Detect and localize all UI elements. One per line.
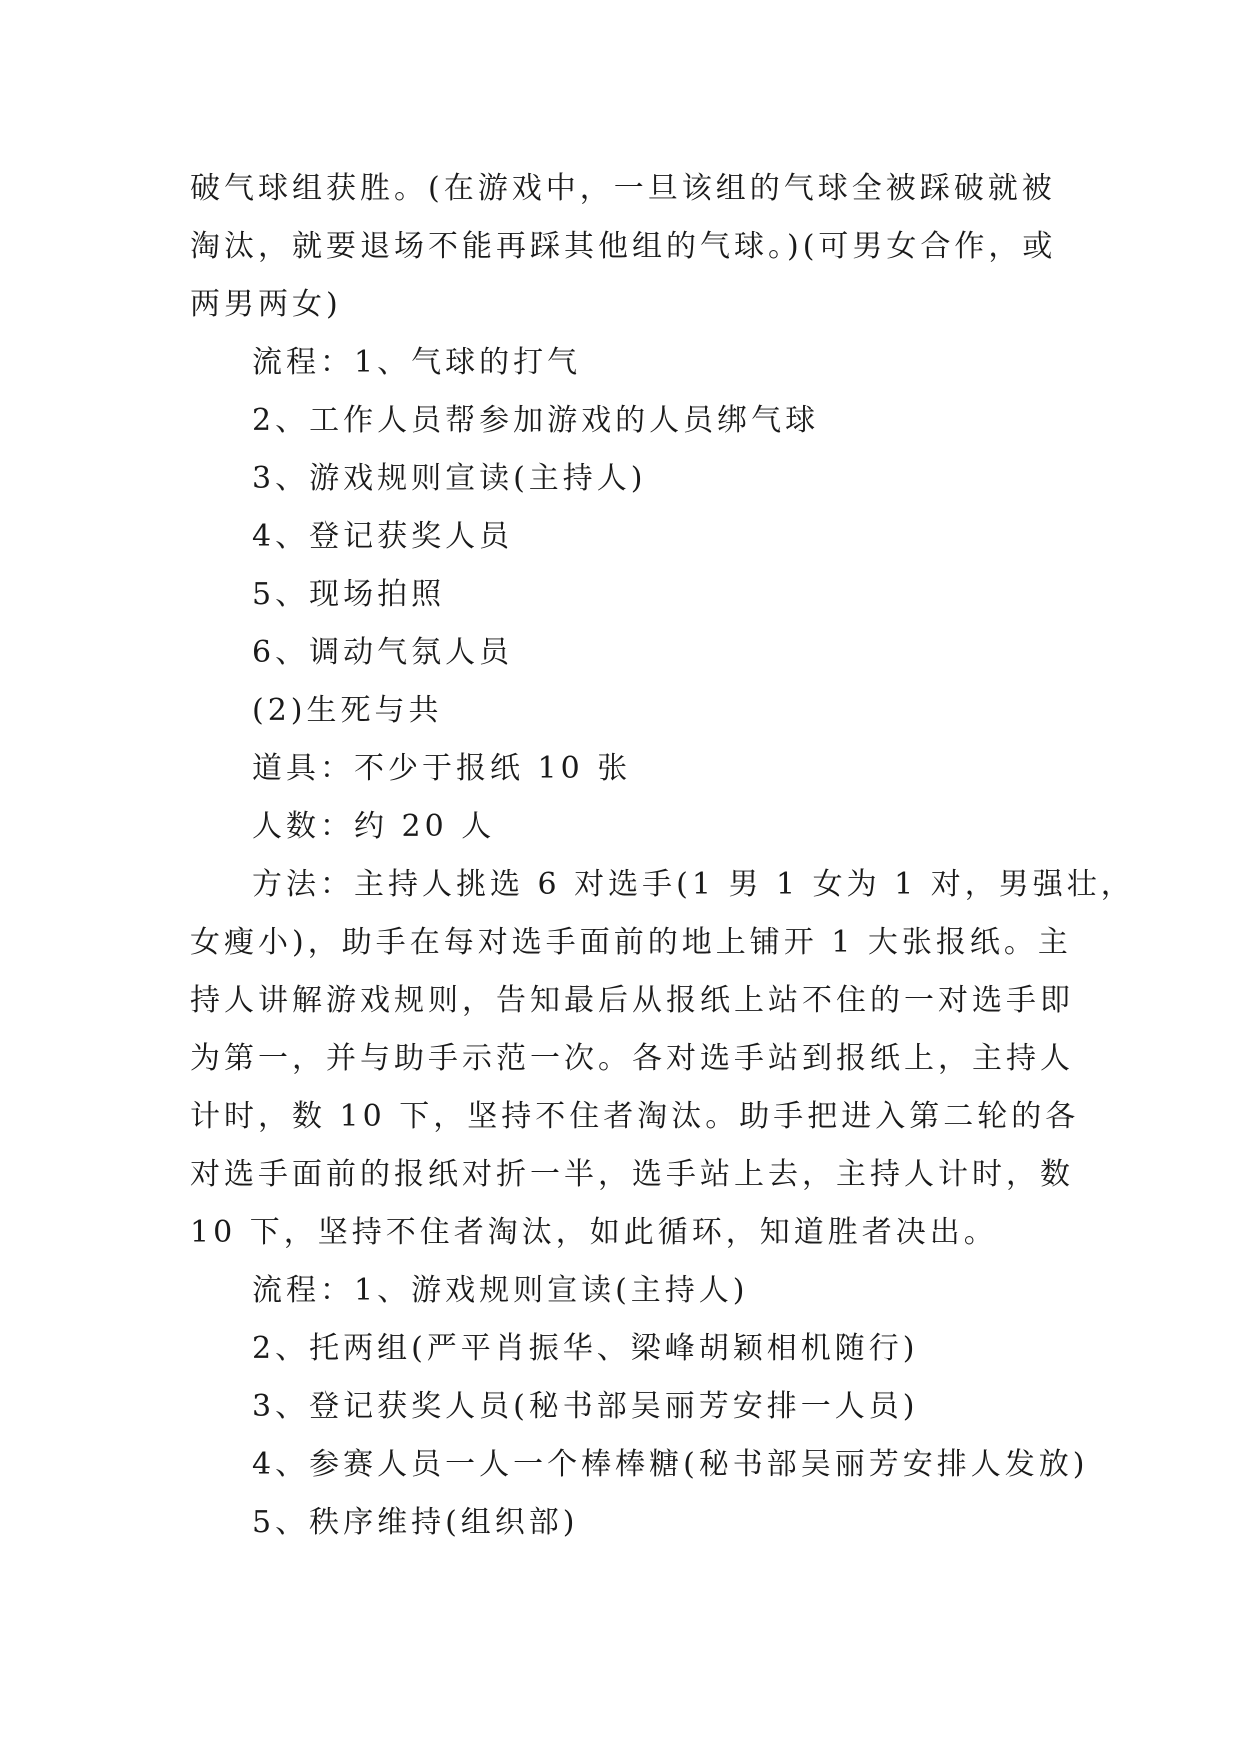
props-line: 道具：不少于报纸 10 张	[252, 751, 632, 786]
text-line: 为第一，并与助手示范一次。各对选手站到报纸上，主持人	[190, 1041, 1074, 1076]
text-line: 计时，数 10 下，坚持不住者淘汰。助手把进入第二轮的各	[190, 1099, 1080, 1134]
process-step: 4、参赛人员一人一个棒棒糖(秘书部吴丽芳安排人发放)	[252, 1447, 1089, 1482]
process-step: 5、现场拍照	[252, 577, 446, 612]
text-line: 女瘦小)，助手在每对选手面前的地上铺开 1 大张报纸。主	[190, 925, 1072, 960]
process-step: 6、调动气氛人员	[252, 635, 514, 670]
process-step: 3、游戏规则宣读(主持人)	[252, 461, 647, 496]
process-step: 2、托两组(严平肖振华、梁峰胡颖相机随行)	[252, 1331, 919, 1366]
section-heading: (2)生死与共	[252, 693, 443, 728]
process-heading: 流程：1、气球的打气	[252, 345, 582, 380]
text-line: 破气球组获胜。(在游戏中，一旦该组的气球全被踩破就被	[190, 171, 1056, 206]
text-line: 对选手面前的报纸对折一半，选手站上去，主持人计时，数	[190, 1157, 1074, 1192]
process-heading: 流程：1、游戏规则宣读(主持人)	[252, 1273, 749, 1308]
participants-line: 人数：约 20 人	[252, 809, 496, 844]
text-line: 10 下，坚持不住者淘汰，如此循环，知道胜者决出。	[190, 1215, 998, 1250]
process-step: 4、登记获奖人员	[252, 519, 514, 554]
process-step: 5、秩序维持(组织部)	[252, 1505, 579, 1540]
process-step: 2、工作人员帮参加游戏的人员绑气球	[252, 403, 820, 438]
method-line: 方法：主持人挑选 6 对选手(1 男 1 女为 1 对，男强壮，	[252, 867, 1135, 902]
text-line: 持人讲解游戏规则，告知最后从报纸上站不住的一对选手即	[190, 983, 1074, 1018]
text-line: 淘汰，就要退场不能再踩其他组的气球。)(可男女合作，或	[190, 229, 1057, 264]
text-line: 两男两女)	[190, 287, 342, 322]
process-step: 3、登记获奖人员(秘书部吴丽芳安排一人员)	[252, 1389, 919, 1424]
document-body	[190, 160, 1135, 1552]
